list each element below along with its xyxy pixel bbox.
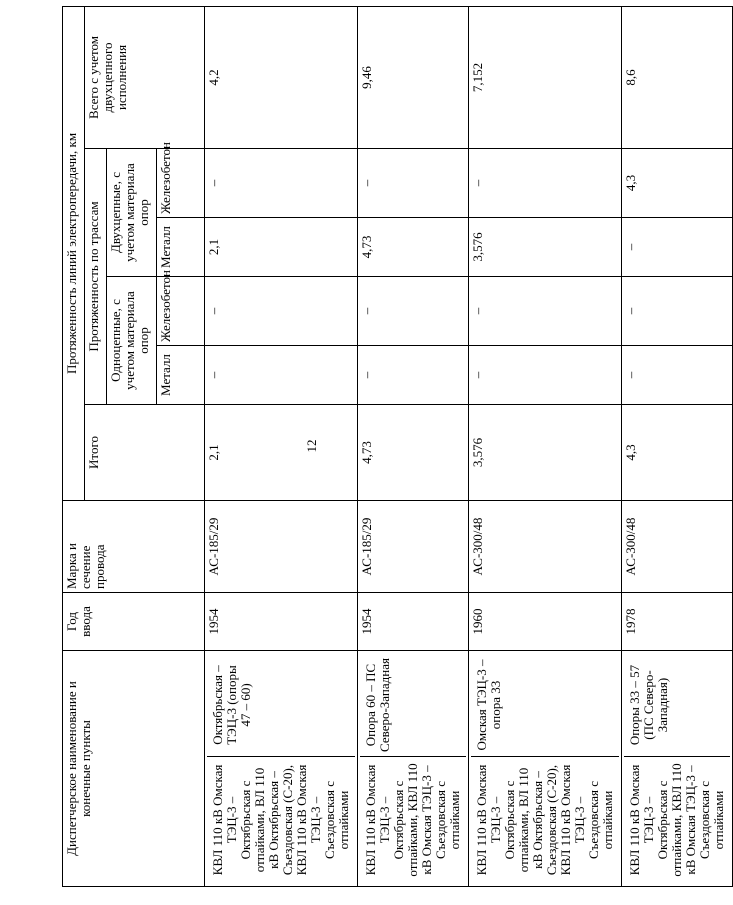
wire-cell: АС-185/29	[358, 501, 469, 593]
line-name: КВЛ 110 кВ Омская ТЭЦ-3 – Октябрьская с отпайками, ВЛ 110 кВ Октябрьская – Съездовская (С-20), КВЛ 110 кВ Омская ТЭЦ-3 – Съездовская с отпайками	[207, 756, 355, 883]
table-row	[469, 6, 622, 886]
line-name: КВЛ 110 кВ Омская ТЭЦ-3 – Октябрьская с отпайками, ВЛ 110 кВ Октябрьская – Съездовская (С-20), КВЛ 110 кВ Омская ТЭЦ-3 – Съездовская с отпайками	[471, 756, 619, 883]
single-concrete-cell: –	[469, 277, 622, 346]
header-row-1	[63, 6, 85, 886]
total-cell: 4,73	[358, 405, 469, 501]
col-header-single-concrete: Железобетон	[157, 277, 205, 346]
double-concrete-cell: –	[469, 149, 622, 218]
single-metal-cell: –	[469, 346, 622, 405]
rotated-page	[62, 7, 726, 887]
col-header-all-double: Всего с учетом двухцепного исполнения	[85, 6, 205, 148]
double-metal-cell: –	[622, 218, 733, 277]
col-header-single-circuit: Одноцепные, с учетом материала опор	[107, 277, 157, 405]
col-header-double-metal: Металл	[157, 218, 205, 277]
single-metal-cell: –	[622, 346, 733, 405]
total-cell: 3,576	[469, 405, 622, 501]
all-double-cell: 7,152	[469, 6, 622, 148]
double-metal-cell: 4,73	[358, 218, 469, 277]
double-metal-cell: 2,1	[205, 218, 358, 277]
double-concrete-cell: –	[358, 149, 469, 218]
table-row	[358, 6, 469, 886]
table-row	[622, 6, 733, 886]
total-cell: 4,3	[622, 405, 733, 501]
power-lines-table	[62, 6, 733, 887]
single-metal-cell: –	[205, 346, 358, 405]
col-header-length-group: Протяженность линий электропередачи, км	[63, 6, 85, 500]
col-header-by-route: Протяженность по трассам	[85, 149, 107, 405]
single-concrete-cell: –	[205, 277, 358, 346]
line-cell	[469, 651, 622, 887]
year-cell: 1954	[205, 593, 358, 651]
line-section: Октябрьская – ТЭЦ-3 (опоры 47 – 60)	[210, 665, 253, 745]
line-section: Опоры 33 – 57 (ПС Северо-Западная)	[627, 664, 670, 746]
single-concrete-cell: –	[622, 277, 733, 346]
all-double-cell: 4,2	[205, 6, 358, 148]
all-double-cell: 8,6	[622, 6, 733, 148]
table-row	[205, 6, 358, 886]
year-cell: 1960	[469, 593, 622, 651]
year-cell: 1954	[358, 593, 469, 651]
year-cell: 1978	[622, 593, 733, 651]
col-header-single-metal: Металл	[157, 346, 205, 405]
col-header-double-concrete: Железобетон	[157, 149, 205, 218]
page-number: 12	[304, 439, 319, 453]
single-concrete-cell: –	[358, 277, 469, 346]
single-metal-cell: –	[358, 346, 469, 405]
double-metal-cell: 3,576	[469, 218, 622, 277]
line-name: КВЛ 110 кВ Омская ТЭЦ-3 – Октябрьская с отпайками, КВЛ 110 кВ Омская ТЭЦ-3 – Съездовская с отпайками	[624, 756, 730, 883]
line-section: Омская ТЭЦ-3 – опора 33	[474, 659, 503, 751]
wire-cell: АС-300/48	[469, 501, 622, 593]
line-name: КВЛ 110 кВ Омская ТЭЦ-3 – Октябрьская с отпайками, КВЛ 110 кВ Омская ТЭЦ-3 – Съездовская с отпайками	[360, 756, 466, 883]
line-cell	[358, 651, 469, 887]
all-double-cell: 9,46	[358, 6, 469, 148]
col-header-wire: Марка и сечение провода	[63, 501, 205, 593]
line-section: Опора 60 – ПС Северо-Западная	[363, 658, 392, 752]
line-cell	[622, 651, 733, 887]
col-header-dispatch-name: Диспетчерское наименование и конечные пункты	[63, 651, 205, 887]
col-header-double-circuit: Двухцепные, с учетом материала опор	[107, 149, 157, 277]
line-cell	[205, 651, 358, 887]
double-concrete-cell: 4,3	[622, 149, 733, 218]
double-concrete-cell: –	[205, 149, 358, 218]
col-header-total: Итого	[85, 405, 205, 501]
wire-cell: АС-185/29	[205, 501, 358, 593]
col-header-year: Год ввода	[63, 593, 205, 651]
wire-cell: АС-300/48	[622, 501, 733, 593]
total-cell: 2,1	[205, 405, 358, 501]
